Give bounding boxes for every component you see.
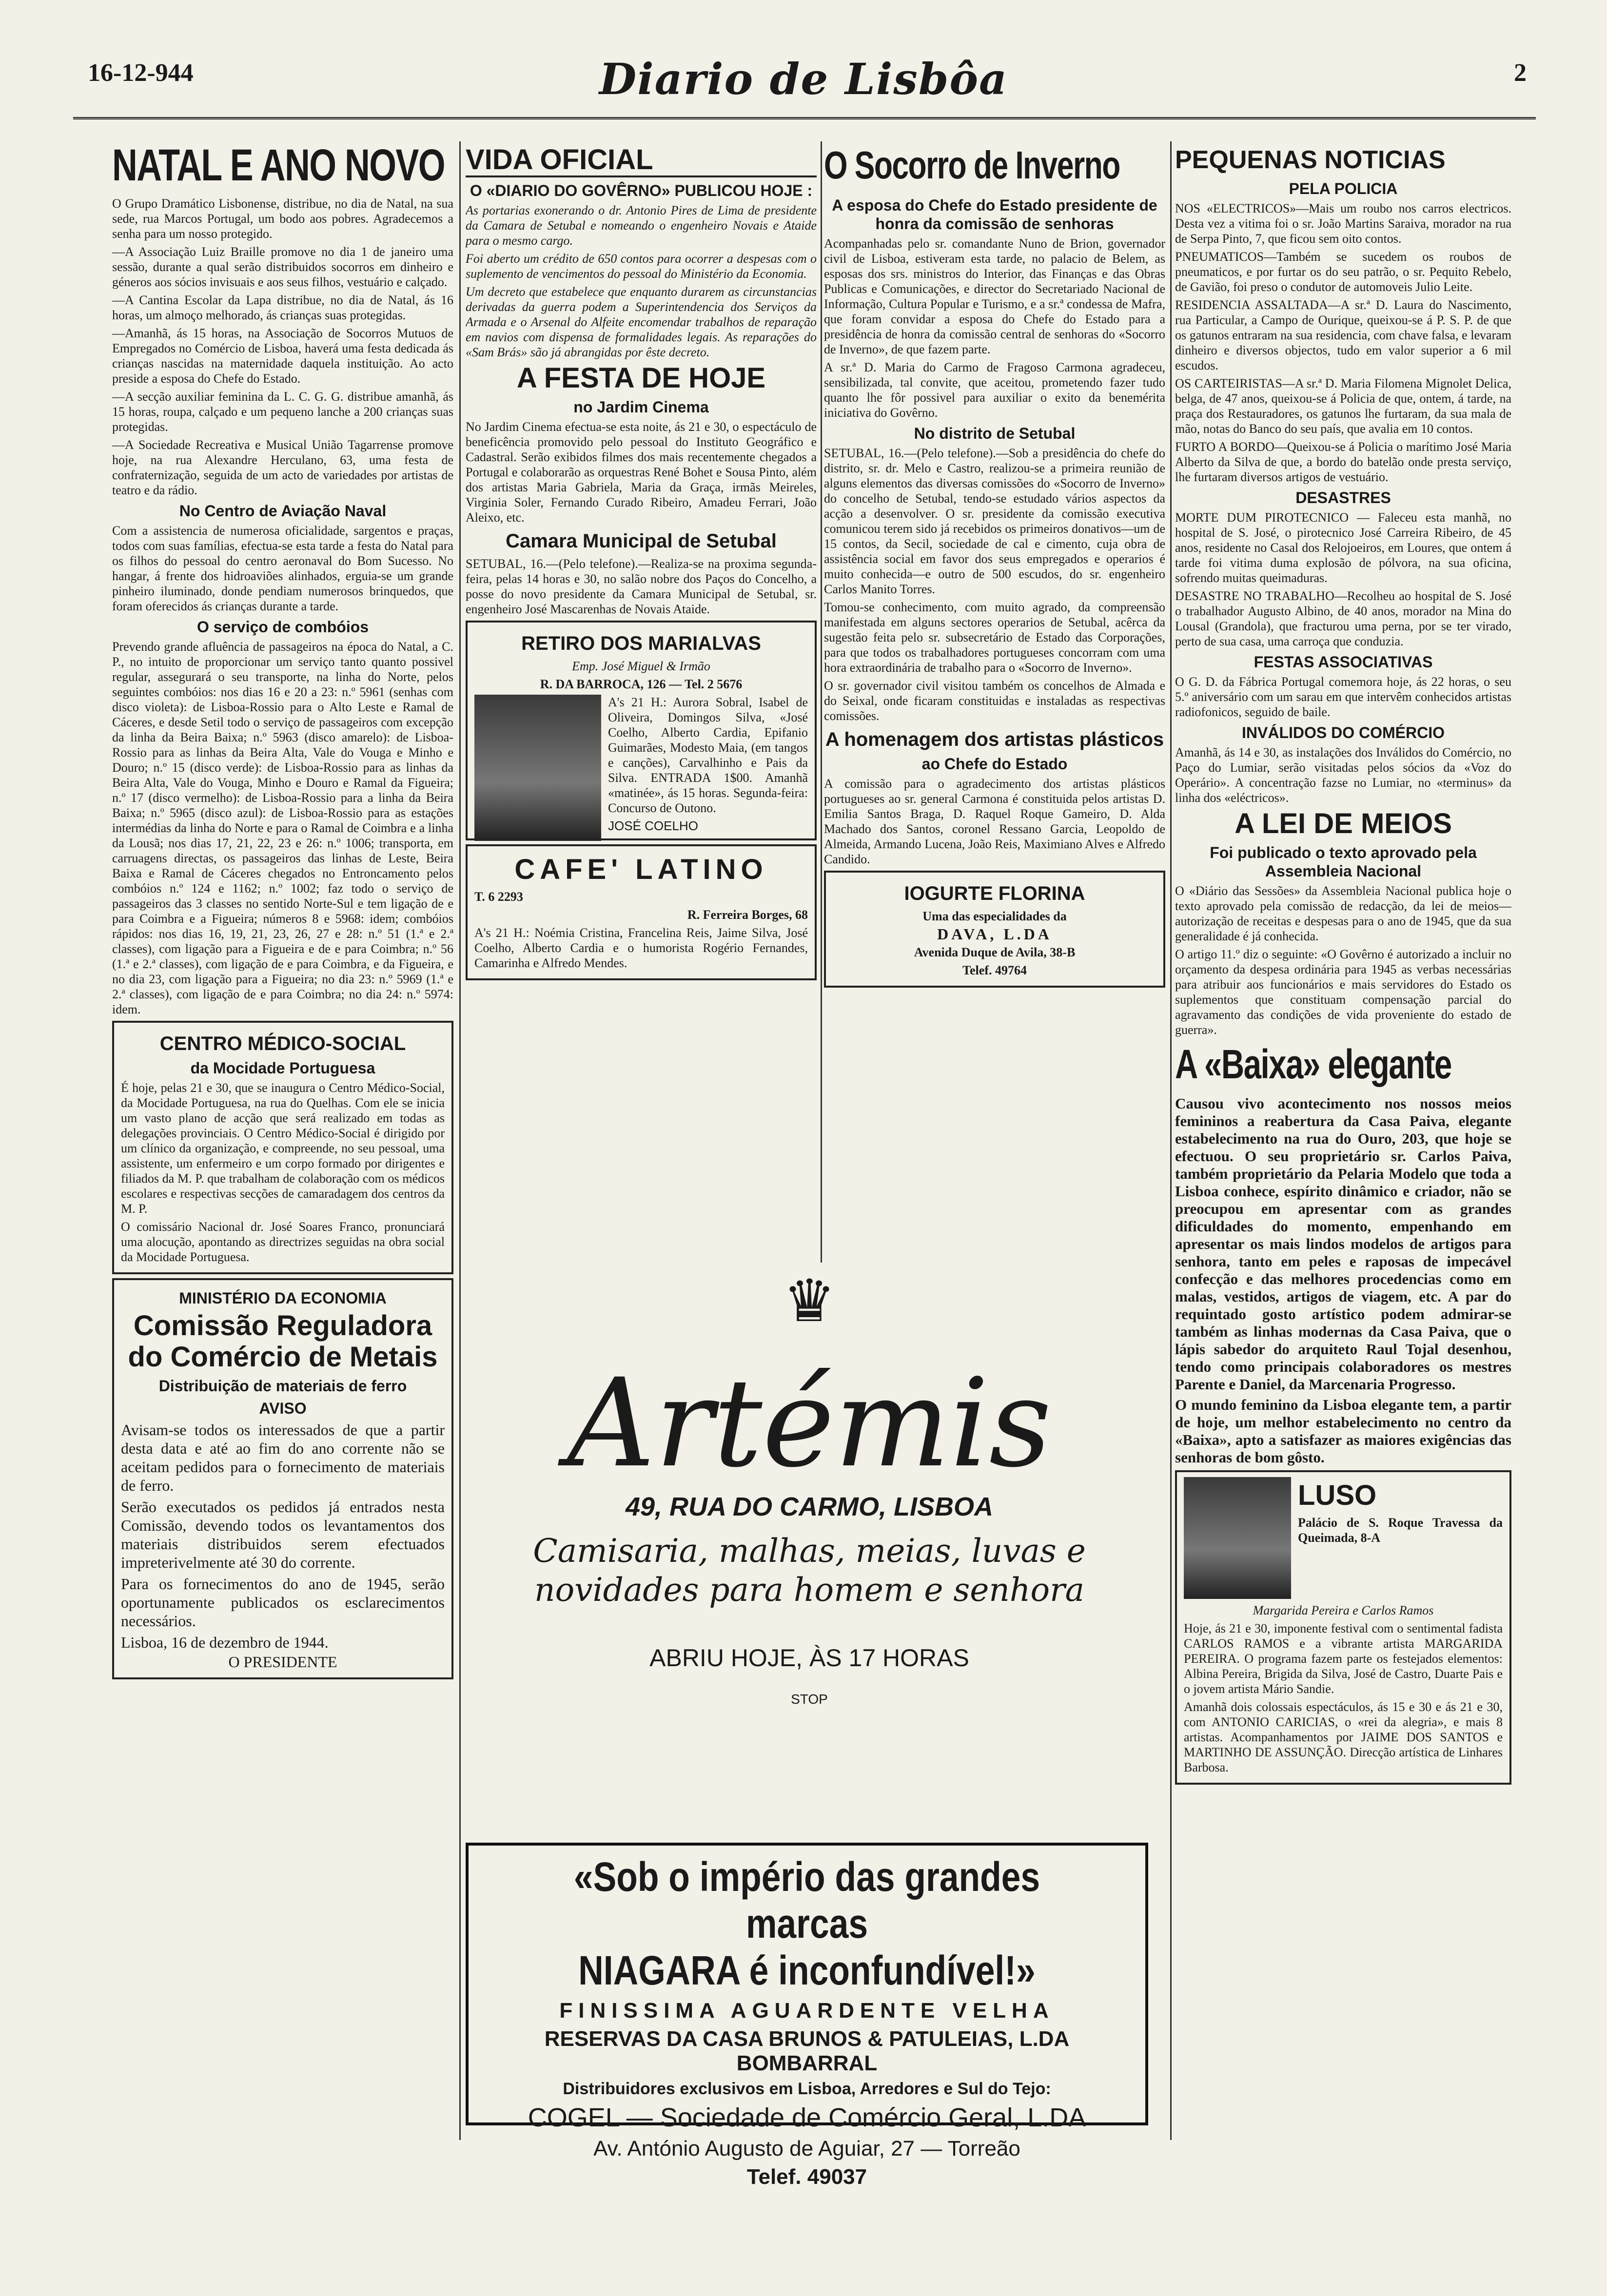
headline-homenagem: A homenagem dos artistas plásticos: [825, 729, 1164, 750]
ad-maker: STOP: [791, 1692, 828, 1707]
article-text: Com a assistencia de numerosa oficialidade, sargentos e praças, todos com suas famílias, efectua-se esta tarde a festa do Natal para os filhos do pessoal do centro aeronaval do Bom Sucesso. No hangar, á frente dos hidroaviões alinhados, erguia-se um grande pinheiro iluminado, donde pendiam numerosos brinquedos, que foram oferecidos ás crianças durante a tarde.: [112, 524, 453, 613]
article-text: SETUBAL, 16.—(Pelo telefone).—Sob a presidência do chefe do distrito, sr. dr. Melo e Castro, realizou-se a primeira reunião de alguns elementos das diversas comissões do «Socorro de Inverno» do concelho de Setubal, tendo-se estudado vários aspectos da acção a desenvolver. O sr. presidente da comissão executiva comunicou terem sido já recebidos os primeiros donativos—um de 15 contos, da Secil, sociedade de cal e cimento, cuja obra de assistência social em favor dos seus empregados e operarios é muito conhecida—e outro de 500 escudos, do sr. engenheiro Carlos Manito Torres.: [824, 446, 1165, 596]
retiro-ad: [466, 621, 817, 840]
article-text: OS CARTEIRISTAS—A sr.ª D. Maria Filomena Mignolet Delica, belga, de 47 anos, queixou-se á Policia de que, ontem, á tarde, na praça dos Restauradores, os gatunos lhe furtaram, da sua mala de mão, notas do Banco do seu país, que avalia em 10 contos.: [1175, 376, 1511, 436]
article-text: —A Cantina Escolar da Lapa distribue, no dia de Natal, ás 16 horas, um almoço melhorado, ás crianças suas protegidas.: [112, 293, 453, 322]
column-divider: [821, 141, 822, 1263]
niagara-ad: [466, 1843, 1148, 2189]
aviso-label: AVISO: [259, 1400, 307, 1417]
ad-address: Av. António Augusto de Aguiar, 27 — Torreão: [593, 2137, 1020, 2160]
article-text: —A secção auxiliar feminina da L. C. G. G. distribue amanhã, ás 15 horas, roupa, calçado e um pequeno lanche a 200 crianças suas protegidas.: [112, 389, 453, 434]
ad-phone: Telef. 49764: [962, 963, 1027, 977]
article-text: Foi aberto um crédito de 650 contos para ocorrer a despesas com o suplemento de vencimentos do pessoal do Ministério da Economia.: [466, 252, 817, 281]
article-text: Avisam-se todos os interessados de que a partir desta data e até ao fim do ano corrente não se aceitam pedidos para o fornecimento de materiais de ferro.: [121, 1421, 445, 1494]
ad-address: Avenida Duque de Avila, 38-B: [914, 945, 1076, 959]
column-4: [1175, 141, 1511, 2140]
ad-text: Uma das especialidades da: [922, 909, 1067, 923]
luso-ad: [1175, 1470, 1511, 1785]
subheadline: O serviço de combóios: [196, 618, 369, 636]
article-text: O Grupo Dramático Lisbonense, distribue, no dia de Natal, na sua sede, rua Marcos Portugal, um bodo aos pobres. Agradecemos a senha para um nosso protegido.: [112, 196, 453, 241]
portrait-photo: [474, 695, 601, 841]
article-text: Serão executados os pedidos já entrados nesta Comissão, devendo todos os levantamentos dos materiais distribuidos serem efectuados impreterivelmente até 30 do corrente.: [121, 1498, 445, 1571]
article-text: —A Sociedade Recreativa e Musical União Tagarrense promove hoje, na rua Alexandre Herculano, 63, uma festa de confraternização, seguida de um acto de variedades por artistas de teatro e da rádio.: [112, 438, 453, 497]
ad-text: RESERVAS DA CASA BRUNOS & PATULEIAS, L.DA BOMBARRAL: [544, 2027, 1070, 2075]
page-number: 2: [1514, 59, 1527, 87]
ad-text: Hoje, ás 21 e 30, imponente festival com o sentimental fadista CARLOS RAMOS e a vibrante artista MARGARIDA PEREIRA. O programa fazem parte os festejados elementos: Albina Pereira, Brigida da Silva, José de Castro, Duarte Pais e o jovem artista Mário Sandie.: [1184, 1621, 1503, 1696]
article-text: As portarias exonerando o dr. Antonio Pires de Lima de presidente da Camara de Setubal e nomeando o engenheiro Novais e Ataide para o mesmo cargo.: [466, 203, 817, 248]
article-text: O comissário Nacional dr. José Soares Franco, pronunciará uma alocução, apontando as directrizes seguidas na obra social da Mocidade Portuguesa.: [121, 1220, 445, 1264]
ad-title: CAFE' LATINO: [514, 854, 768, 885]
column-3: [824, 141, 1165, 1175]
ad-headline: «Sob o império das grandes marcas: [573, 1854, 1040, 1946]
ad-title: LUSO: [1298, 1479, 1377, 1511]
headline-natal: NATAL E ANO NOVO: [112, 141, 445, 190]
box-headline: Comissão Reguladora do Comércio de Metais: [128, 1310, 438, 1373]
headline-pequenas: PEQUENAS NOTICIAS: [1175, 146, 1446, 174]
column-divider: [1170, 141, 1172, 2140]
article-text: É hoje, pelas 21 e 30, que se inaugura o Centro Médico-Social, da Mocidade Portuguesa, na rua do Quelhas. Com ele se inicia um vasto plano de acção que será realizado em todas as delegações provinciais. O Centro Médico-Social é dirigido por um clínico da organização, e compreende, no seu pessoal, uma assistente, um enfermeiro e um corpo formado por dirigentes e filiados da M. P. que trabalham de colaboração com os médicos escolares e respectivas secções de camaradagem dos centros da M. P.: [121, 1081, 445, 1216]
article-text: No Jardim Cinema efectua-se esta noite, ás 21 e 30, o espectáculo de beneficência promovido pelo pessoal do Instituto Geográfico e Cadastral. Serão exibidos filmes dos mais recentemente chegados a Portugal e colaborarão as orquestras René Bohet e Sousa Pinto, além dos artistas Maria Gabriela, Maria da Graça, irmãs Meireles, Virginia Soler, Fernando Curado Ribeiro, Amadeu Ferrari, João Aleixo, etc.: [466, 420, 817, 525]
article-text: Causou vivo acontecimento nos nossos meios femininos a reabertura da Casa Paiva, elegante estabelecimento na rua do Ouro, 203, que hoje se efectuou. O seu proprietário sr. Carlos Paiva, também proprietário da Pelaria Modelo que toda a Lisboa conhece, espírito dinâmico e criador, não se preocupou em apresentar com as grandes dificuldades do momento, empenhando em apresentar os mais lindos modelos de artigos para senhora, tanto em peles e raposas de impecável confecção e das melhores procedencias como em malas, vestidos, artigos de viagem, etc. A par do requintado gosto artístico podem admirar-se também as linhas modernas da Casa Paiva, que o lápis sabedor do arquiteto Raul Tojal desenhou, tendo como principais colaboradores os mestres Parente e Daniel, da Marcenaria Progresso.: [1175, 1095, 1511, 1393]
headline-socorro: O Socorro de Inverno: [824, 143, 1120, 187]
ad-brand: DAVA, L.DA: [937, 925, 1052, 943]
ad-opening: ABRIU HOJE, ÀS 17 HORAS: [649, 1644, 969, 1672]
ad-text: A's 21 H.: Aurora Sobral, Isabel de Oliveira, Domingos Silva, «José Coelho, Alberto Cardia, Epifanio Guimarães, Modesto Maia, (em tangos e canções), Carvalhinho e Pais da Silva. ENTRADA 1$00. Amanhã «matinée», ás 15 horas. Segunda-feira: Concurso de Outono.: [608, 695, 808, 815]
subheadline: No distrito de Setubal: [914, 425, 1076, 442]
newspaper-title: Diario de Lisbôa: [599, 54, 1008, 104]
ad-text: COGEL — Sociedade de Comércio Geral, L.DA: [528, 2103, 1086, 2132]
column-2: [466, 141, 817, 1258]
headline-lei-meios: A LEI DE MEIOS: [1235, 808, 1452, 839]
ad-phone: Telef. 49037: [746, 2165, 867, 2189]
subheadline: FESTAS ASSOCIATIVAS: [1254, 653, 1433, 671]
ad-phone: T. 6 2293: [474, 890, 523, 904]
article-text: Tomou-se conhecimento, com muito agrado, da compreensão manifestada em alguns sectores operarios de Setubal, acêrca da sugestão feita pelo sr. subsecretário de Estado das Corporações, para que todos os trabalhadores portugueses concorram com uma hora extraordinária de trabalho para o «Socorro de Inverno».: [824, 600, 1165, 675]
ad-headline: NIAGARA é inconfundível!»: [578, 1947, 1036, 1993]
ad-tagline: Camisaria, malhas, meias, luvas e novidades para homem e senhora: [533, 1532, 1086, 1609]
article-text: Amanhã, ás 14 e 30, as instalações dos Inválidos do Comércio, no Paço do Lumiar, serão visitadas pelos sócios da «Voz do Operário». A concentração fazse no Lumiar, no «terminus» da linha dos «eléctricos».: [1175, 745, 1511, 805]
subheadline: No Centro de Aviação Naval: [179, 502, 387, 520]
box-subtitle: Distribuição de materiais de ferro: [158, 1377, 407, 1395]
crown-icon: ♛: [783, 1269, 836, 1334]
subheadline: ao Chefe do Estado: [921, 755, 1068, 773]
photo-caption: JOSÉ COELHO: [608, 818, 698, 833]
ad-text: FINISSIMA AGUARDENTE VELHA: [559, 1999, 1055, 2023]
article-text: SETUBAL, 16.—(Pelo telefone).—Realiza-se na proxima segunda-feira, pelas 14 horas e 30, no salão nobre dos Paços do Concelho, a posse do novo presidente da Camara Municipal de Setubal, sr. engenheiro José Mascarenhas de Novais Ataide.: [466, 557, 817, 616]
ad-text: Distribuidores exclusivos em Lisboa, Arredores e Sul do Tejo:: [563, 2080, 1051, 2098]
article-text: O sr. governador civil visitou também os concelhos de Almada e do Seixal, onde ficaram constituidas e instaladas as respectivas comissões.: [824, 679, 1165, 723]
subheadline: PELA POLICIA: [1289, 180, 1398, 197]
masthead: [0, 54, 1607, 112]
article-text: PNEUMATICOS—Também se sucedem os roubos de pneumaticos, e por furtar os do seu patrão, o sr. Pequito Rebelo, de Gavião, foi preso o condutor de automoveis Julio Leite.: [1175, 250, 1511, 294]
headline-vida-oficial: VIDA OFICIAL: [466, 144, 817, 177]
ad-brand: Artémis: [567, 1352, 1052, 1494]
subheadline: no Jardim Cinema: [573, 398, 709, 416]
headline-festa: A FESTA DE HOJE: [516, 362, 766, 394]
ad-text: Emp. José Miguel & Irmão: [572, 659, 710, 673]
ad-title: RETIRO DOS MARIALVAS: [521, 633, 761, 654]
centro-medico-box: [112, 1021, 453, 1274]
article-text: A sr.ª D. Maria do Carmo de Fragoso Carmona agradeceu, sensibilizada, tal convite, que aceitou, prometendo fazer tudo quanto lhe fôr possivel para auxiliar o exito da benemérita iniciativa do Govêrno.: [824, 360, 1165, 420]
column-1: [112, 141, 453, 2140]
article-text: O G. D. da Fábrica Portugal comemora hoje, ás 22 horas, o seu 5.º aniversário com um sarau em que intervêm conhecidos artistas radiofonicos, seguido de baile.: [1175, 675, 1511, 719]
ad-address: Palácio de S. Roque Travessa da Queimada, 8-A: [1298, 1516, 1503, 1545]
article-text: FURTO A BORDO—Queixou-se á Policia o marítimo José Maria Alberto da Silva de que, a bordo do batelão onde presta serviço, lhe furtaram diversos artigos de vestuário.: [1175, 440, 1511, 484]
article-text: Um decreto que estabelece que enquanto durarem as circunstancias derivadas da guerra podem a Superintendencia dos Serviços da Armada e o Arsenal do Alfeite encomendar trabalhos de reparação em navios com dispensa de formalidades legais. As reparações do «Sam Brás» são já abrangidas por êste decreto.: [466, 285, 817, 359]
article-text: O artigo 11.º diz o seguinte: «O Govêrno é autorizado a incluir no orçamento da despesa ordinária para 1945 as verbas necessárias para atribuir aos funcionários e mais servidores do Estado os suplementos que constituam compensação parcial do agravamento das condições de vida proveniente do estado de guerra».: [1175, 947, 1511, 1037]
subheadline: O «DIARIO DO GOVÊRNO» PUBLICOU HOJE :: [470, 182, 813, 199]
ad-text: Amanhã dois colossais espectáculos, ás 15 e 30 e ás 21 e 30, com ANTONIO CARICIAS, o «rei da alegria», e mais 8 artistas. Acompanhamentos por JAIME DOS SANTOS e MARTINHO DE ASSUNÇÃO. Direcção artística de Linhares Barbosa.: [1184, 1700, 1503, 1774]
box-title: MINISTÉRIO DA ECONOMIA: [179, 1289, 387, 1307]
column-divider: [459, 141, 461, 2140]
ad-address: R. Ferreira Borges, 68: [687, 908, 808, 922]
article-text: Para os fornecimentos do ano de 1945, serão oportunamente publicados os esclarecimentos necessários.: [121, 1575, 445, 1630]
article-text: O mundo feminino da Lisboa elegante tem, a partir de hoje, um melhor estabelecimento no centro da «Baixa», apto a satisfazer as maiores exigências das senhoras de bom gôsto.: [1175, 1396, 1511, 1466]
cafe-ad: [466, 844, 817, 980]
article-text: NOS «ELECTRICOS»—Mais um roubo nos carros electricos. Desta vez a vitima foi o sr. João Martins Saraiva, morador na rua de Serpa Pinto, 7, que ficou sem oito contos.: [1175, 201, 1511, 246]
headline-camara: Camara Municipal de Setubal: [506, 530, 777, 552]
signature: O PRESIDENTE: [228, 1653, 337, 1671]
artemis-ad: [466, 1267, 1153, 1823]
ministerio-box: [112, 1278, 453, 1679]
subheadline: A esposa do Chefe do Estado presidente de honra da comissão de senhoras: [832, 196, 1157, 233]
ad-address: R. DA BARROCA, 126 — Tel. 2 5676: [540, 677, 743, 691]
article-text: Acompanhadas pelo sr. comandante Nuno de Brion, governador civil de Lisboa, estiveram esta tarde, no palacio de Belem, as esposas dos srs. ministros do Interior, das Finanças e das Obras Publicas e Comunicações, e director do Secretariado Nacional de Informação, Cultura Popular e Turismo, e a sr.ª condessa de Mafra, que foram convidar a esposa do Chefe do Estado para a presidência de honra da comissão central de senhoras do «Socorro de Inverno», de que fazem parte.: [824, 236, 1165, 356]
article-text: —A Associação Luiz Braille promove no dia 1 de janeiro uma sessão, durante a qual serão distribuidos socorros em dinheiro e géneros aos sócios invisuais e aos seus filhos, vestuário e calçado.: [112, 245, 453, 289]
box-title: CENTRO MÉDICO-SOCIAL: [159, 1033, 406, 1054]
article-text: O «Diário das Sessões» da Assembleia Nacional publica hoje o texto aprovado pela comissão de redacção, da lei de meios—autorização de receitas e despesas para o ano de 1945, que da sua generalidade é já conhecida.: [1175, 884, 1511, 943]
ad-title: IOGURTE FLORINA: [904, 883, 1085, 904]
subheadline: Foi publicado o texto aprovado pela Assembleia Nacional: [1210, 844, 1477, 880]
subheadline: INVÁLIDOS DO COMÉRCIO: [1241, 724, 1445, 741]
dateline: Lisboa, 16 de dezembro de 1944.: [121, 1634, 329, 1651]
florina-ad: [824, 871, 1165, 988]
article-text: Prevendo grande afluência de passageiros na época do Natal, a C. P., no intuito de proporcionar um serviço tanto quanto possivel regular, assegurará o seu transporte, na linha do Norte, pelos seguintes combóios: nos dias 16 e 20 a 23: n.º 5961 (senhas com disco violeta): de Lisboa-Rossio para o Alto Leste e Ramal de Cáceres, e desde Setil todo o serviço de passageiros com excepção da linha da Beira Baixa; n.º 5963 (disco amarelo): de Lisboa-Rossio para as linhas da Beira Alta, Vale do Vouga e Minho e Douro; n.º 15 (disco verde): de Lisboa-Rossio para as linhas da Beira Alta, Vale do Vouga, Minho e Douro e Ramal da Figueira; n.º 17 (disco vermelho): de Lisboa-Rossio para a linha da Beira Baixa; n.º 5965 (disco azul): de Lisboa-Rossio para as estações intermédias da linha do Norte e para o Ramal de Coimbra e a linha da Lousã; nos dias 17, 21, 22, 23 e 26: n.º 1006; transporta, em carruagens directas, os passageiros das linhas de Leste, Beira Baixa e Ramal de Cáceres chegados no Entroncamento pelos combóios n.º 124 e 1162; n.º 1002; faz todo o serviço de passageiros das 3 classes no sentido Norte-Sul e tem ligação de e para Coimbra e a Figueira; números 8 e 5968: idem; combóios rápidos: nos dias 16, 19, 21, 23, 26, 27 e 28: n.º 51 (1.ª e 2.ª classes), com ligação para a Figueira e de e para Coimbra; n.º 56 (1.ª e 2.ª classes), com ligação de e para Coimbra, e da Figueira, e no dia 23, com ligação para a Figueira; no dia 23: n.º 5969 (1.ª e 2.ª classes), com ligação de e para Coimbra; no dia 24: n.º 5974: idem.: [112, 640, 453, 1016]
article-text: DESASTRE NO TRABALHO—Recolheu ao hospital de S. José o trabalhador Augusto Albino, de 40 anos, morador na Mina do Lousal (Grandola), que fracturou uma perna, por se ter virado, perto de sua casa, uma carroça que conduzia.: [1175, 589, 1511, 648]
issue-date: 16-12-944: [88, 59, 194, 87]
article-text: A comissão para o agradecimento dos artistas plásticos portugueses ao sr. general Carmona é constituida pelos artistas D. Emilia Santos Braga, D. Raquel Roque Gameiro, D. Alda Machado dos Santos, coronel Ressano Garcia, Leopoldo de Almeida, Armando Lucena, João Reis, Maximiano Alves e Alfredo Candido.: [824, 777, 1165, 866]
masthead-rule: [73, 117, 1536, 119]
article-text: RESIDENCIA ASSALTADA—A sr.ª D. Laura do Nascimento, rua Particular, a Campo de Ourique, queixou-se á P. S. P. de que os gatunos entraram na sua residencia, com chave falsa, e levaram dinheiro e diversos objectos, tudo em valor superior a 6 mil escudos.: [1175, 298, 1511, 372]
ad-text: A's 21 H.: Noémia Cristina, Francelina Reis, Jaime Silva, José Coelho, Alberto Cardia e o humorista Rogério Fernandes, Camarinha e Alfredo Mendes.: [474, 926, 808, 970]
ad-address: 49, RUA DO CARMO, LISBOA: [625, 1492, 994, 1521]
subheadline: DESASTRES: [1295, 489, 1391, 506]
article-text: MORTE DUM PIROTECNICO — Faleceu esta manhã, no hospital de S. José, o pirotecnico José Carreira Ribeiro, de 45 anos, residente no Casal dos Relojoeiros, em Loures, que ontem á tarde foi vitima duma explosão de pólvora, na sua oficina, sofrendo muitas queimaduras.: [1175, 510, 1511, 585]
portrait-photo: [1184, 1477, 1291, 1599]
headline-baixa: A «Baixa» elegante: [1175, 1041, 1451, 1087]
article-text: —Amanhã, ás 15 horas, na Associação de Socorros Mutuos de Empregados no Comércio de Lisboa, haverá uma festa dedicada ás crianças nascidas na maternidade daquela instituição. Ao acto preside a esposa do Chefe do Estado.: [112, 326, 453, 386]
photo-caption: Margarida Pereira e Carlos Ramos: [1253, 1603, 1434, 1617]
box-subtitle: da Mocidade Portuguesa: [190, 1059, 375, 1077]
